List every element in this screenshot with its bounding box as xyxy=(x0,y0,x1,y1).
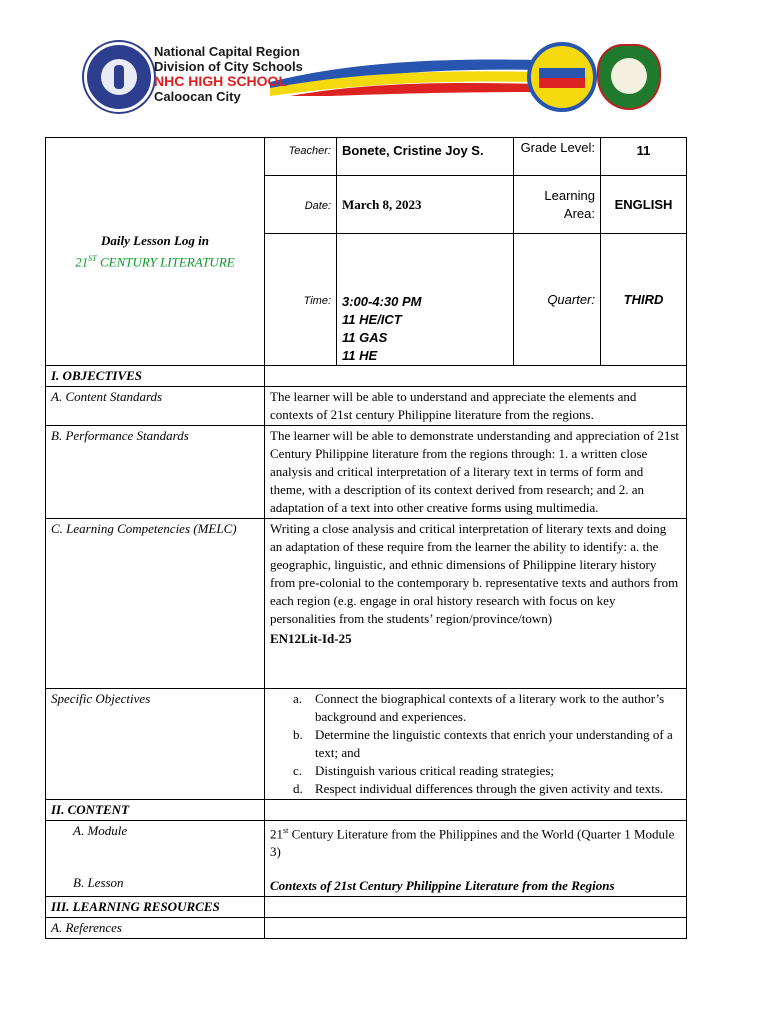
performance-standards-text: The learner will be able to demonstrate understanding and appreciation of 21st Century Philippine literature from the regions through: 1. a written close analysis and critical interpretation of a literary text in terms of form and theme, with a description of its context derived from research; and 2. an adaptation of a text into other creative forms using multimedia. xyxy=(265,426,687,519)
objective-item: d. Respect individual differences through the given activity and texts. xyxy=(293,781,664,796)
specific-objectives-list xyxy=(270,690,681,798)
daily-lesson-log-table xyxy=(45,137,687,939)
time-values xyxy=(337,234,514,366)
section-gas: 11 GAS xyxy=(342,330,388,345)
objective-item: c. Distinguish various critical reading strategies; xyxy=(293,763,554,778)
grade-value: 11 xyxy=(601,138,687,176)
references-label: A. References xyxy=(46,918,265,939)
lesson-label: B. Lesson xyxy=(73,875,124,890)
module-lesson-labels xyxy=(46,821,265,897)
learning-competencies-label: C. Learning Competencies (MELC) xyxy=(46,519,265,689)
lesson-title: Contexts of 21st Century Philippine Literature from the Regions xyxy=(270,878,615,894)
teacher-label: Teacher: xyxy=(265,138,337,176)
dll-title-line1: Daily Lesson Log in xyxy=(101,232,209,248)
specific-objectives-cell xyxy=(265,689,687,800)
letterhead xyxy=(0,0,768,120)
date-value: March 8, 2023 xyxy=(337,176,514,234)
learning-area-label: Learning Area: xyxy=(514,176,601,234)
module-label: A. Module xyxy=(73,823,128,838)
dll-title xyxy=(46,138,265,366)
learning-resources-heading: III. LEARNING RESOURCES xyxy=(46,897,265,918)
module-title: 21st Century Literature from the Philippines and the World (Quarter 1 Module 3) xyxy=(270,826,675,860)
section-he-ict: 11 HE/ICT xyxy=(342,312,402,327)
grade-label: Grade Level: xyxy=(514,138,601,176)
content-heading: II. CONTENT xyxy=(46,800,265,821)
quarter-value: THIRD xyxy=(601,234,687,366)
content-standards-text: The learner will be able to understand and appreciate the elements and contexts of 21st century Philippine literature from the regions. xyxy=(265,387,687,426)
learning-competencies-cell xyxy=(265,519,687,689)
objectives-heading: I. OBJECTIVES xyxy=(46,366,265,387)
references-empty-cell xyxy=(265,918,687,939)
dll-subject-title: 21ST CENTURY LITERATURE xyxy=(75,253,235,270)
content-standards-label: A. Content Standards xyxy=(46,387,265,426)
flag-swoosh-graphic xyxy=(270,52,540,96)
city-name: Caloocan City xyxy=(154,89,241,104)
content-empty-cell xyxy=(265,800,687,821)
specific-objectives-label: Specific Objectives xyxy=(46,689,265,800)
resources-empty-cell xyxy=(265,897,687,918)
objective-item: b. Determine the linguistic contexts that enrich your understanding of a text; and xyxy=(293,727,673,760)
letterhead-text xyxy=(154,44,303,104)
learning-competencies-text: Writing a close analysis and critical interpretation of literary texts and doing an adaptation of these require from the learner the ability to identify: a. the geographic, linguistic, and ethnic dimensions of Philippine literary history from pre-colonial to the contemporary b. representative texts and authors from each region (e.g. engage in oral history research with focus on key personalities from the students’ region/province/town) xyxy=(270,521,679,626)
time-label: Time: xyxy=(265,234,337,366)
performance-standards-label: B. Performance Standards xyxy=(46,426,265,519)
section-he: 11 HE xyxy=(342,348,378,363)
quarter-label: Quarter: xyxy=(514,234,601,366)
competency-code: EN12Lit-Id-25 xyxy=(270,631,352,646)
city-schools-seal-logo xyxy=(527,42,597,112)
school-seal-logo xyxy=(597,44,661,110)
objectives-empty-cell xyxy=(265,366,687,387)
learning-area-value: ENGLISH xyxy=(601,176,687,234)
module-lesson-cell xyxy=(265,821,687,897)
teacher-value: Bonete, Cristine Joy S. xyxy=(337,138,514,176)
objective-item: a. Connect the biographical contexts of a literary work to the author’s background and experiences. xyxy=(293,691,665,724)
school-name: NHC HIGH SCHOOL xyxy=(154,73,287,89)
deped-seal-logo xyxy=(84,42,154,112)
region-name: National Capital Region xyxy=(154,44,300,59)
time-slot: 3:00-4:30 PM xyxy=(342,294,422,309)
division-name: Division of City Schools xyxy=(154,59,303,74)
date-label: Date: xyxy=(265,176,337,234)
